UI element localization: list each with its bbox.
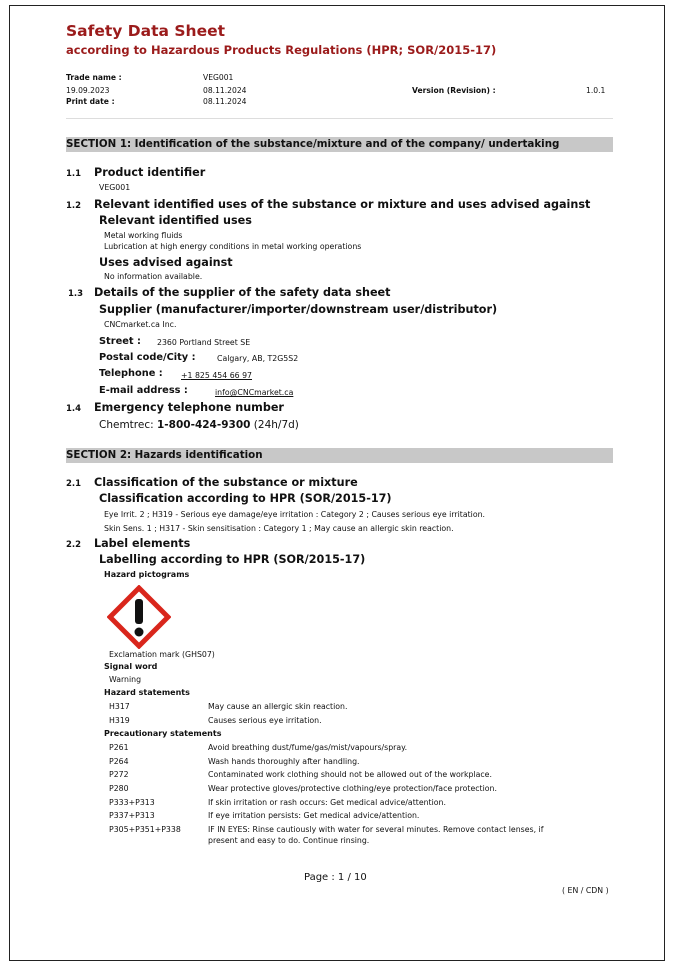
pictogram-caption: Exclamation mark (GHS07) (109, 650, 215, 659)
date-1: 19.09.2023 (66, 86, 110, 95)
pictograms-title: Hazard pictograms (104, 570, 190, 579)
labelling-title: Labelling according to HPR (SOR/2015-17) (99, 553, 366, 566)
chemtrec-number: 1-800-424-9300 (157, 419, 251, 431)
precaution-text: Wash hands thoroughly after handling. (208, 757, 360, 766)
precaution-text: Wear protective gloves/protective clothing/eye protection/face protection. (208, 784, 497, 793)
document-subtitle: according to Hazardous Products Regulations (HPR; SOR/2015-17) (66, 43, 497, 57)
hazard-statements-title: Hazard statements (104, 688, 190, 697)
product-identifier-value: VEG001 (99, 183, 131, 192)
hazard-text: Causes serious eye irritation. (208, 716, 322, 725)
street-value: 2360 Portland Street SE (157, 338, 251, 347)
supplier-title: Supplier (manufacturer/importer/downstream user/distributor) (99, 303, 498, 316)
use-1: Metal working fluids (104, 231, 183, 240)
s1-4-number: 1.4 (66, 404, 82, 414)
hazard-code: H319 (109, 716, 130, 725)
hazard-text: May cause an allergic skin reaction. (208, 702, 348, 711)
supplier-name: CNCmarket.ca Inc. (104, 320, 177, 329)
s1-3-title: Details of the supplier of the safety data sheet (94, 286, 391, 299)
email-label: E-mail address : (99, 385, 188, 396)
chemtrec-hours: (24h/7d) (253, 419, 299, 431)
precaution-text: If eye irritation persists: Get medical advice/attention. (208, 811, 420, 820)
precaution-code: P337+P313 (109, 811, 155, 820)
print-date-label: Print date : (66, 97, 115, 106)
hazard-code: H317 (109, 702, 130, 711)
precaution-code: P305+P351+P338 (109, 825, 181, 834)
uses-against-title: Uses advised against (99, 256, 233, 269)
use-2: Lubrication at high energy conditions in metal working operations (104, 242, 362, 251)
precautionary-statements-title: Precautionary statements (104, 729, 222, 738)
classification-1: Eye Irrit. 2 ; H319 - Serious eye damage/eye irritation : Category 2 ; Causes serious eye irritation. (104, 510, 486, 519)
precaution-text: Contaminated work clothing should not be allowed out of the workplace. (208, 770, 492, 779)
document-title: Safety Data Sheet (66, 22, 226, 40)
relevant-uses-title: Relevant identified uses (99, 214, 252, 227)
postal-value: Calgary, AB, T2G5S2 (217, 354, 299, 363)
header-divider (66, 118, 613, 119)
email-link[interactable]: info@CNCmarket.ca (215, 388, 294, 397)
uses-against-value: No information available. (104, 272, 203, 281)
telephone-link[interactable]: +1 825 454 66 97 (181, 371, 253, 380)
trade-name-value: VEG001 (203, 73, 234, 82)
precaution-code: P261 (109, 743, 129, 752)
s2-2-number: 2.2 (66, 540, 82, 550)
telephone-label: Telephone : (99, 368, 163, 379)
s2-2-title: Label elements (94, 537, 191, 550)
postal-label: Postal code/City : (99, 352, 196, 363)
s2-1-number: 2.1 (66, 479, 82, 489)
exclamation-mark-pictogram (107, 585, 171, 649)
s1-2-number: 1.2 (66, 201, 82, 211)
s2-1-title: Classification of the substance or mixture (94, 476, 358, 489)
page-number: Page : 1 / 10 (304, 872, 367, 883)
precaution-code: P264 (109, 757, 129, 766)
section-1-title: SECTION 1: Identification of the substance/mixture and of the company/ undertaking (66, 138, 560, 150)
locale-indicator: ( EN / CDN ) (562, 886, 609, 895)
date-2: 08.11.2024 (203, 86, 247, 95)
precaution-text: IF IN EYES: Rinse cautiously with water for several minutes. Remove contact lenses, if (208, 825, 544, 834)
version-label: Version (Revision) : (412, 86, 496, 95)
precaution-text: If skin irritation or rash occurs: Get medical advice/attention. (208, 798, 446, 807)
section-2-bar (66, 448, 613, 463)
s1-2-title: Relevant identified uses of the substance or mixture and uses advised against (94, 198, 591, 211)
precaution-text-continued: present and easy to do. Continue rinsing. (208, 836, 370, 845)
section-1-bar (66, 137, 613, 152)
s1-3-number: 1.3 (68, 289, 84, 299)
s1-1-number: 1.1 (66, 169, 82, 179)
chemtrec-label: Chemtrec: (99, 419, 154, 431)
precaution-code: P272 (109, 770, 129, 779)
section-2-title: SECTION 2: Hazards identification (66, 449, 263, 461)
signal-word-title: Signal word (104, 662, 158, 671)
street-label: Street : (99, 336, 141, 347)
trade-name-label: Trade name : (66, 73, 122, 82)
classification-2: Skin Sens. 1 ; H317 - Skin sensitisation : Category 1 ; May cause an allergic skin reaction. (104, 524, 454, 533)
precaution-code: P333+P313 (109, 798, 155, 807)
s1-4-title: Emergency telephone number (94, 401, 284, 414)
s1-1-title: Product identifier (94, 166, 206, 179)
classification-title: Classification according to HPR (SOR/2015-17) (99, 492, 392, 505)
version-value: 1.0.1 (586, 86, 606, 95)
chemtrec-line (99, 419, 299, 431)
signal-word-value: Warning (109, 675, 142, 684)
precaution-text: Avoid breathing dust/fume/gas/mist/vapours/spray. (208, 743, 408, 752)
precaution-code: P280 (109, 784, 129, 793)
print-date-value: 08.11.2024 (203, 97, 247, 106)
